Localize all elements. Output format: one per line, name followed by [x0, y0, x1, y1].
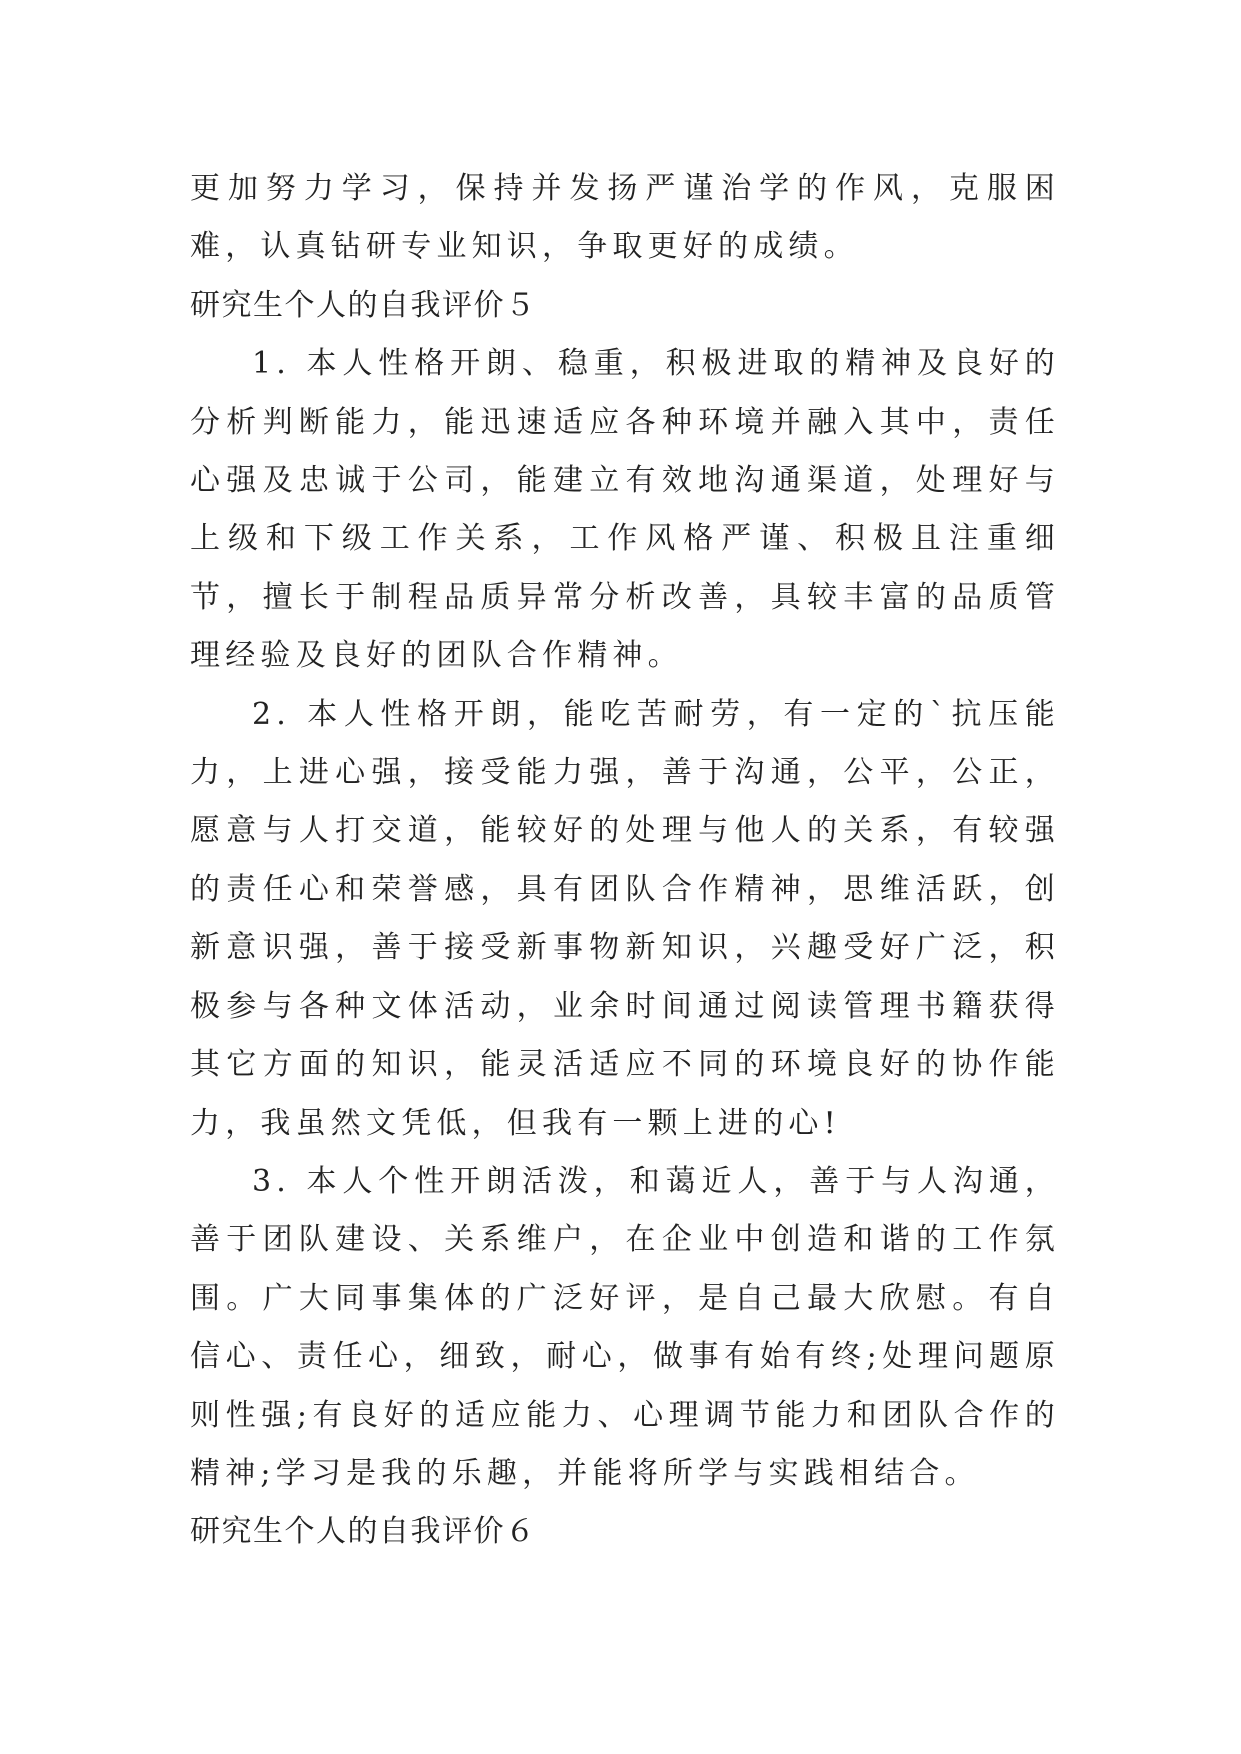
- section-heading-5: 研究生个人的自我评价５: [190, 287, 537, 323]
- paragraph-item-2: 2. 本人性格开朗，能吃苦耐劳，有一定的`抗压能力，上进心强，接受能力强，善于沟通，公平，公正，愿意与人打交道，能较好的处理与他人的关系，有较强的责任心和荣誉感，具有团队合作精神，思维活跃，创新意识强，善于接受新事物新知识，兴趣受好广泛，积极参与各种文体活动，业余时间通过阅读管理书籍获得其它方面的知识，能灵活适应不同的环境良好的协作能力，我虽然文凭低，但我有一颗上进的心!: [190, 696, 1060, 1141]
- paragraph-item-1: 1. 本人性格开朗、稳重，积极进取的精神及良好的分析判断能力，能迅速适应各种环境并融入其中，责任心强及忠诚于公司，能建立有效地沟通渠道，处理好与上级和下级工作关系，工作风格严谨、积极且注重细节，擅长于制程品质异常分析改善，具较丰富的品质管理经验及良好的团队合作精神。: [190, 346, 1060, 674]
- section-heading-6: 研究生个人的自我评价６: [190, 1514, 537, 1550]
- paragraph-item-3: 3. 本人个性开朗活泼，和蔼近人，善于与人沟通，善于团队建设、关系维户，在企业中创造和谐的工作氛围。广大同事集体的广泛好评，是自己最大欣慰。有自信心、责任心，细致，耐心，做事有始有终;处理问题原则性强;有良好的适应能力、心理调节能力和团队合作的精神;学习是我的乐趣，并能将所学与实践相结合。: [190, 1163, 1060, 1491]
- document-body: [190, 160, 1060, 1562]
- paragraph-intro: 更加努力学习，保持并发扬严谨治学的作风，克服困难，认真钻研专业知识，争取更好的成绩。: [190, 171, 1060, 265]
